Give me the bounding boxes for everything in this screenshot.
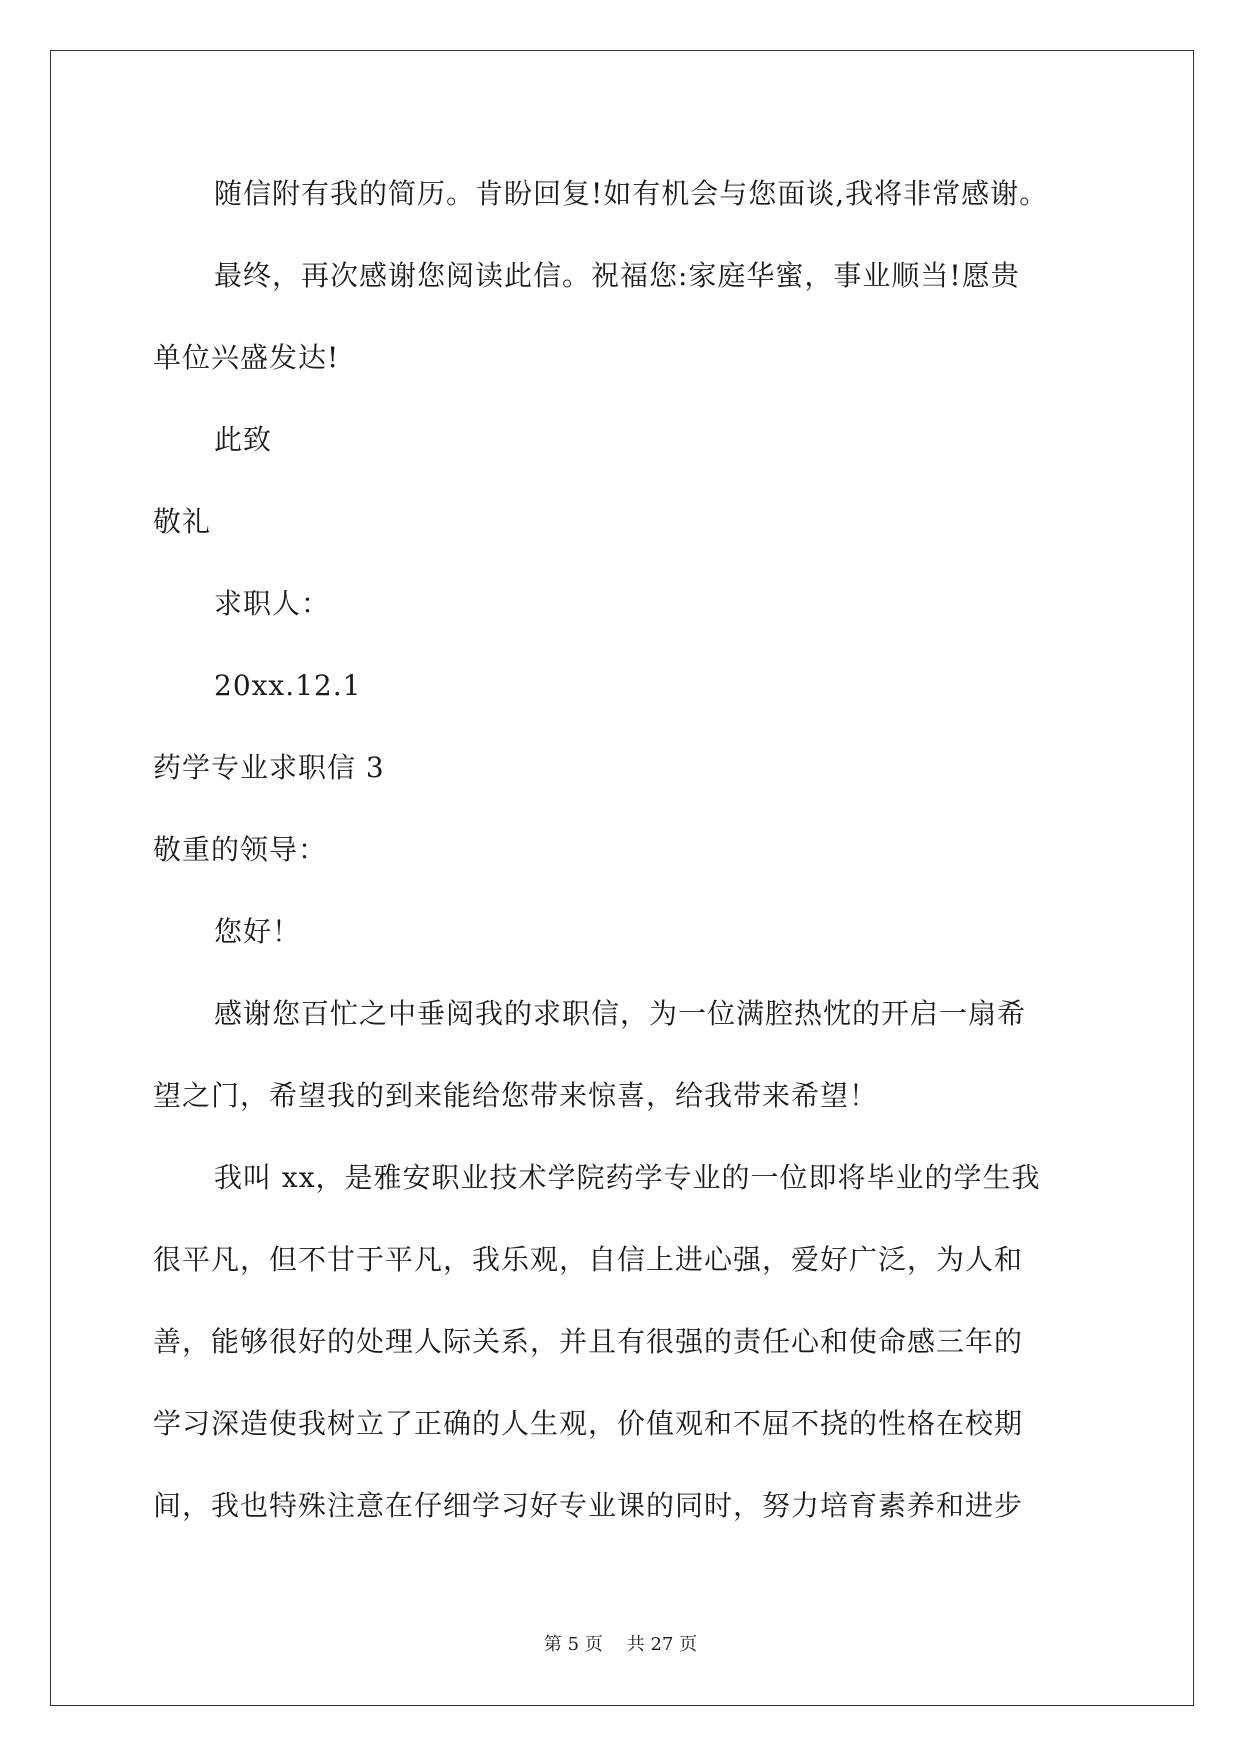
text-line: 我叫 xx，是雅安职业技术学院药学专业的一位即将毕业的学生我: [214, 1161, 1041, 1194]
text-line: 20xx.12.1: [214, 669, 362, 702]
text-line: 此致: [214, 423, 273, 456]
page-border: [50, 50, 1194, 1706]
page-number: 第 5 页: [543, 1634, 603, 1655]
salutation: 敬重的领导：: [153, 833, 328, 866]
text-line: 善，能够很好的处理人际关系，并且有很强的责任心和使命感三年的: [153, 1325, 1024, 1358]
page-footer: [0, 1633, 1241, 1657]
text-line: 敬礼: [153, 505, 212, 538]
section-heading: 药学专业求职信 3: [153, 751, 385, 784]
text-line: 求职人：: [214, 587, 331, 620]
greeting: 您好！: [214, 915, 302, 948]
text-line: 望之门，希望我的到来能给您带来惊喜，给我带来希望！: [153, 1079, 879, 1112]
text-line: 单位兴盛发达!: [153, 341, 340, 374]
text-line: 随信附有我的简历。肯盼回复!如有机会与您面谈,我将非常感谢。: [214, 177, 1049, 210]
text-line: 感谢您百忙之中垂阅我的求职信，为一位满腔热忱的开启一扇希: [214, 997, 1027, 1030]
text-line: 学习深造使我树立了正确的人生观，价值观和不屈不挠的性格在校期: [153, 1407, 1024, 1440]
text-line: 最终，再次感谢您阅读此信。祝福您:家庭华蜜，事业顺当!愿贵: [214, 259, 1020, 292]
text-line: 很平凡，但不甘于平凡，我乐观，自信上进心强，爱好广泛，为人和: [153, 1243, 1024, 1276]
text-line: 间，我也特殊注意在仔细学习好专业课的同时，努力培育素养和进步: [153, 1489, 1024, 1522]
page-total: 共 27 页: [626, 1634, 698, 1655]
